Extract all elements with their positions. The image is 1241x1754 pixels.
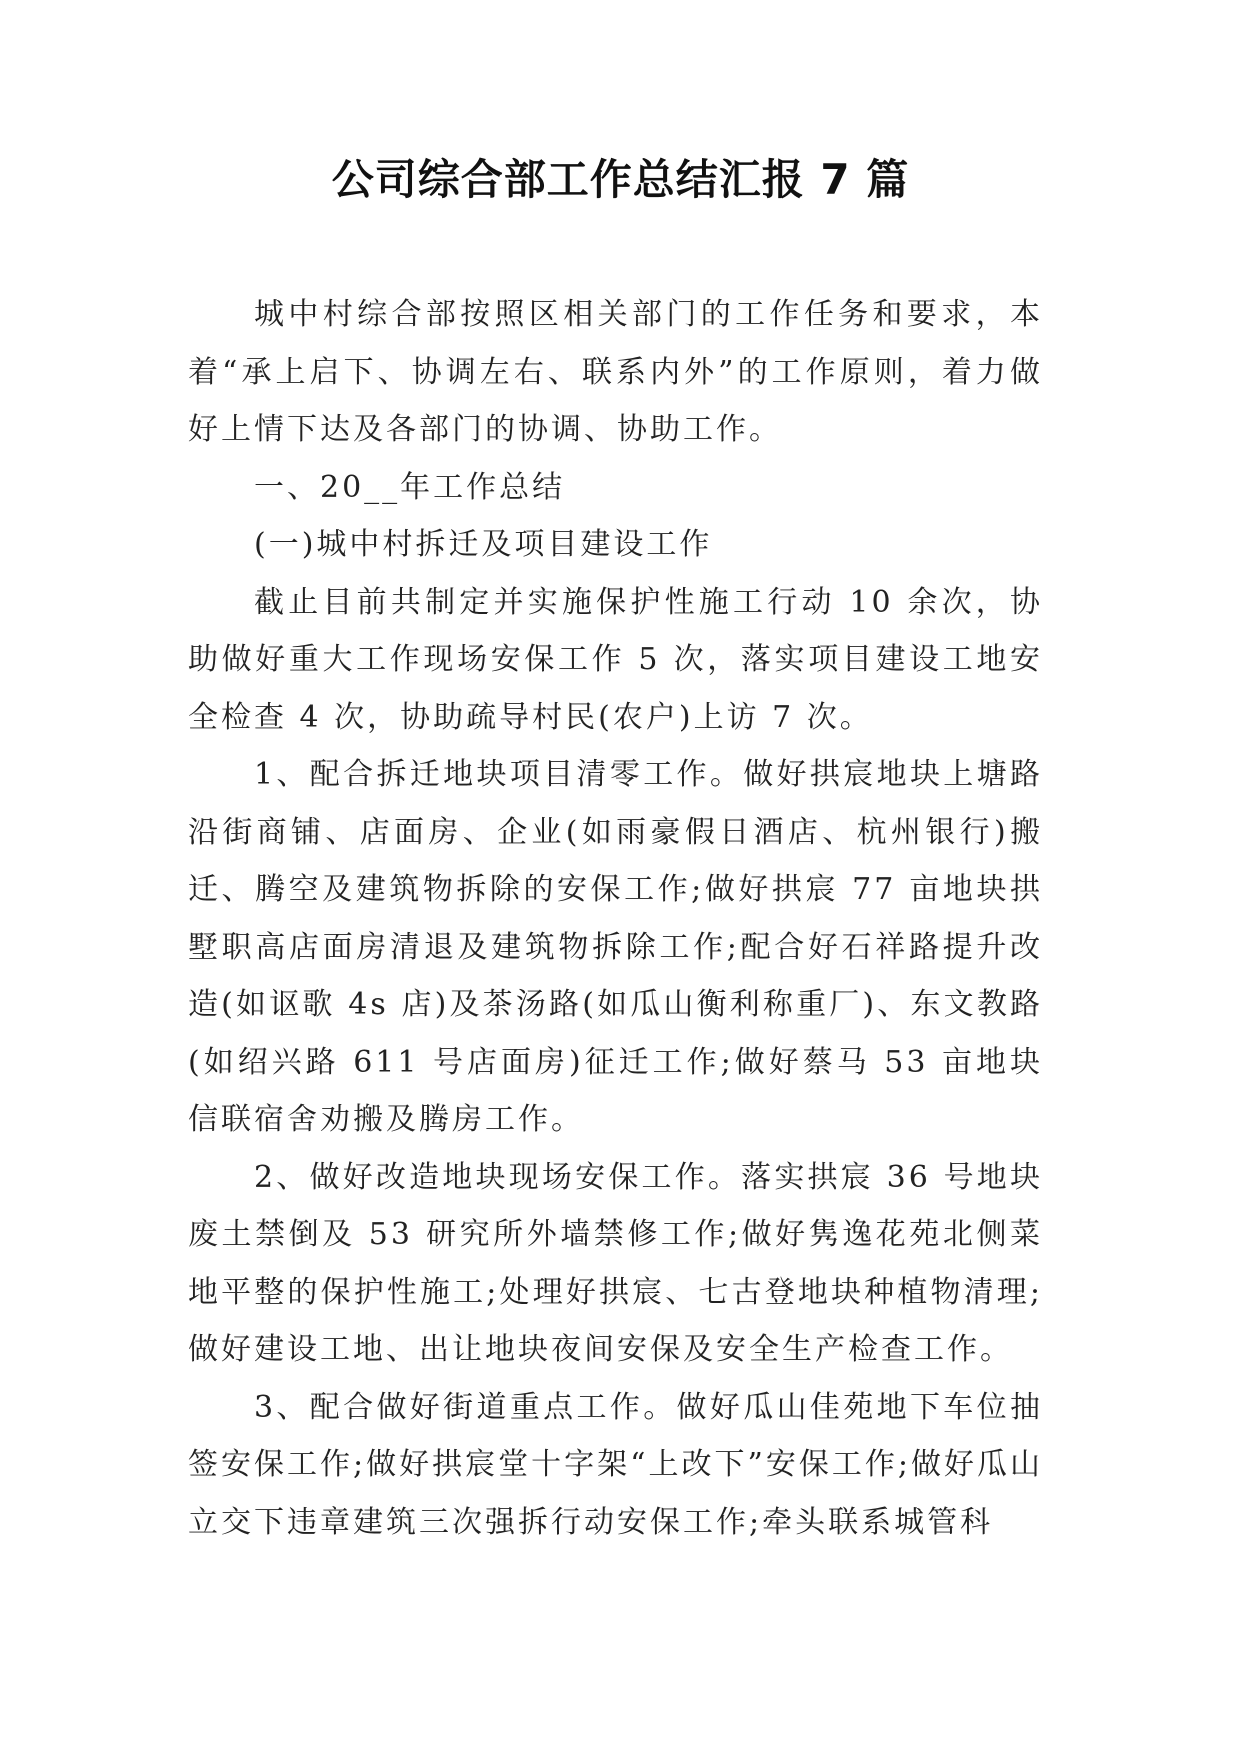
paragraph-item-2: 2、做好改造地块现场安保工作。落实拱宸 36 号地块废土禁倒及 53 研究所外墙禁修工作;做好隽逸花苑北侧菜地平整的保护性施工;处理好拱宸、七古登地块种植物清理;做好建设工地、出让地块夜间安保及安全生产检查工作。 — [188, 1159, 1043, 1367]
document-body — [188, 286, 1043, 1551]
paragraph-summary: 截止目前共制定并实施保护性施工行动 10 余次，协助做好重大工作现场安保工作 5 次，落实项目建设工地安全检查 4 次，协助疏导村民(农户)上访 7 次。 — [188, 584, 1043, 735]
document-title: 公司综合部工作总结汇报 7 篇 — [331, 155, 910, 204]
paragraph-intro: 城中村综合部按照区相关部门的工作任务和要求，本着“承上启下、协调左右、联系内外”的工作原则，着力做好上情下达及各部门的协调、协助工作。 — [188, 297, 1043, 447]
section-heading: 一、20__年工作总结 — [254, 469, 566, 505]
paragraph-item-1: 1、配合拆迁地块项目清零工作。做好拱宸地块上塘路沿街商铺、店面房、企业(如雨豪假日酒店、杭州银行)搬迁、腾空及建筑物拆除的安保工作;做好拱宸 77 亩地块拱墅职高店面房清退及建筑物拆除工作;配合好石祥路提升改造(如讴歌 4s 店)及茶汤路(如瓜山衡利称重厂)、东文教路(如绍兴路 611 号店面房)征迁工作;做好蔡马 53 亩地块信联宿舍劝搬及腾房工作。 — [188, 757, 1043, 1137]
paragraph-item-3: 3、配合做好街道重点工作。做好瓜山佳苑地下车位抽签安保工作;做好拱宸堂十字架“上改下”安保工作;做好瓜山立交下违章建筑三次强拆行动安保工作;牵头联系城管科 — [188, 1389, 1043, 1540]
subsection-heading: (一)城中村拆迁及项目建设工作 — [254, 527, 713, 562]
